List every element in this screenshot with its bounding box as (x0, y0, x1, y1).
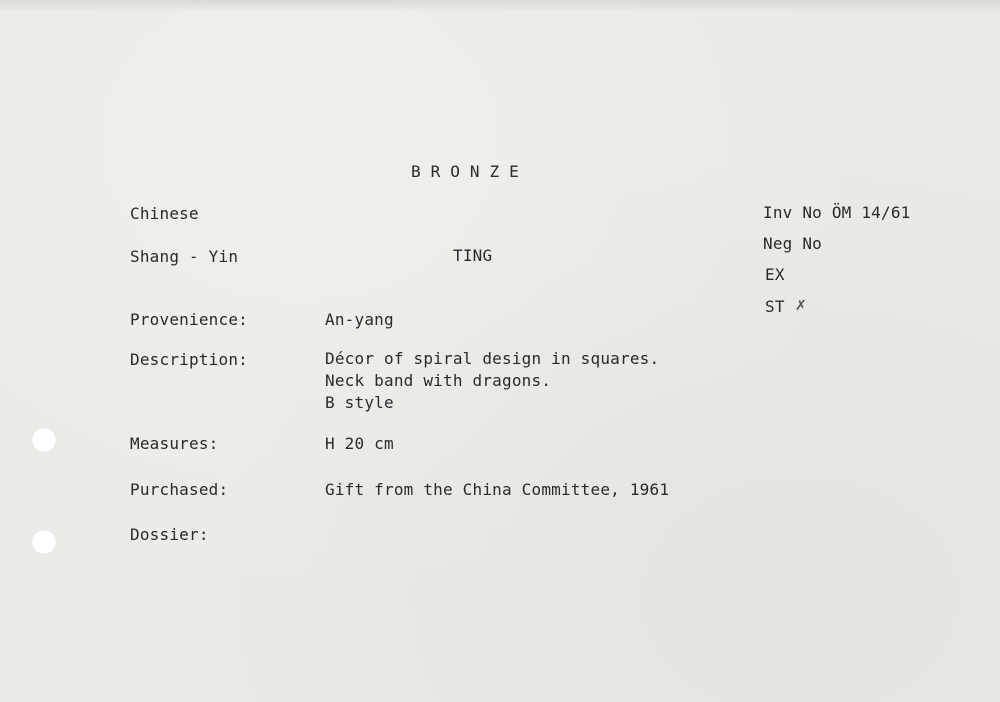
punch-hole-lower (31, 529, 57, 555)
measures-value: H 20 cm (325, 434, 394, 453)
inventory-number: Inv No ÖM 14/61 (763, 203, 911, 222)
dossier-label: Dossier: (130, 525, 209, 544)
ex-field: EX (765, 265, 785, 284)
provenience-label: Provenience: (130, 310, 248, 329)
punch-hole-upper (31, 427, 57, 453)
description-value: Décor of spiral design in squares. Neck band with dragons. B style (325, 349, 660, 412)
st-field: ST (765, 297, 785, 316)
provenience-value: An-yang (325, 310, 394, 329)
object-type-text: TING (453, 246, 493, 265)
description-label: Description: (130, 350, 248, 369)
card-top-edge (0, 0, 1000, 12)
measures-label: Measures: (130, 434, 219, 453)
negative-number: Neg No (763, 234, 822, 253)
purchased-value: Gift from the China Committee, 1961 (325, 480, 670, 499)
card-heading: BRONZE (411, 162, 529, 181)
purchased-label: Purchased: (130, 480, 229, 499)
origin-text: Chinese (130, 204, 199, 223)
st-checkmark: ✗ (795, 298, 807, 314)
period-text: Shang - Yin (130, 247, 239, 266)
